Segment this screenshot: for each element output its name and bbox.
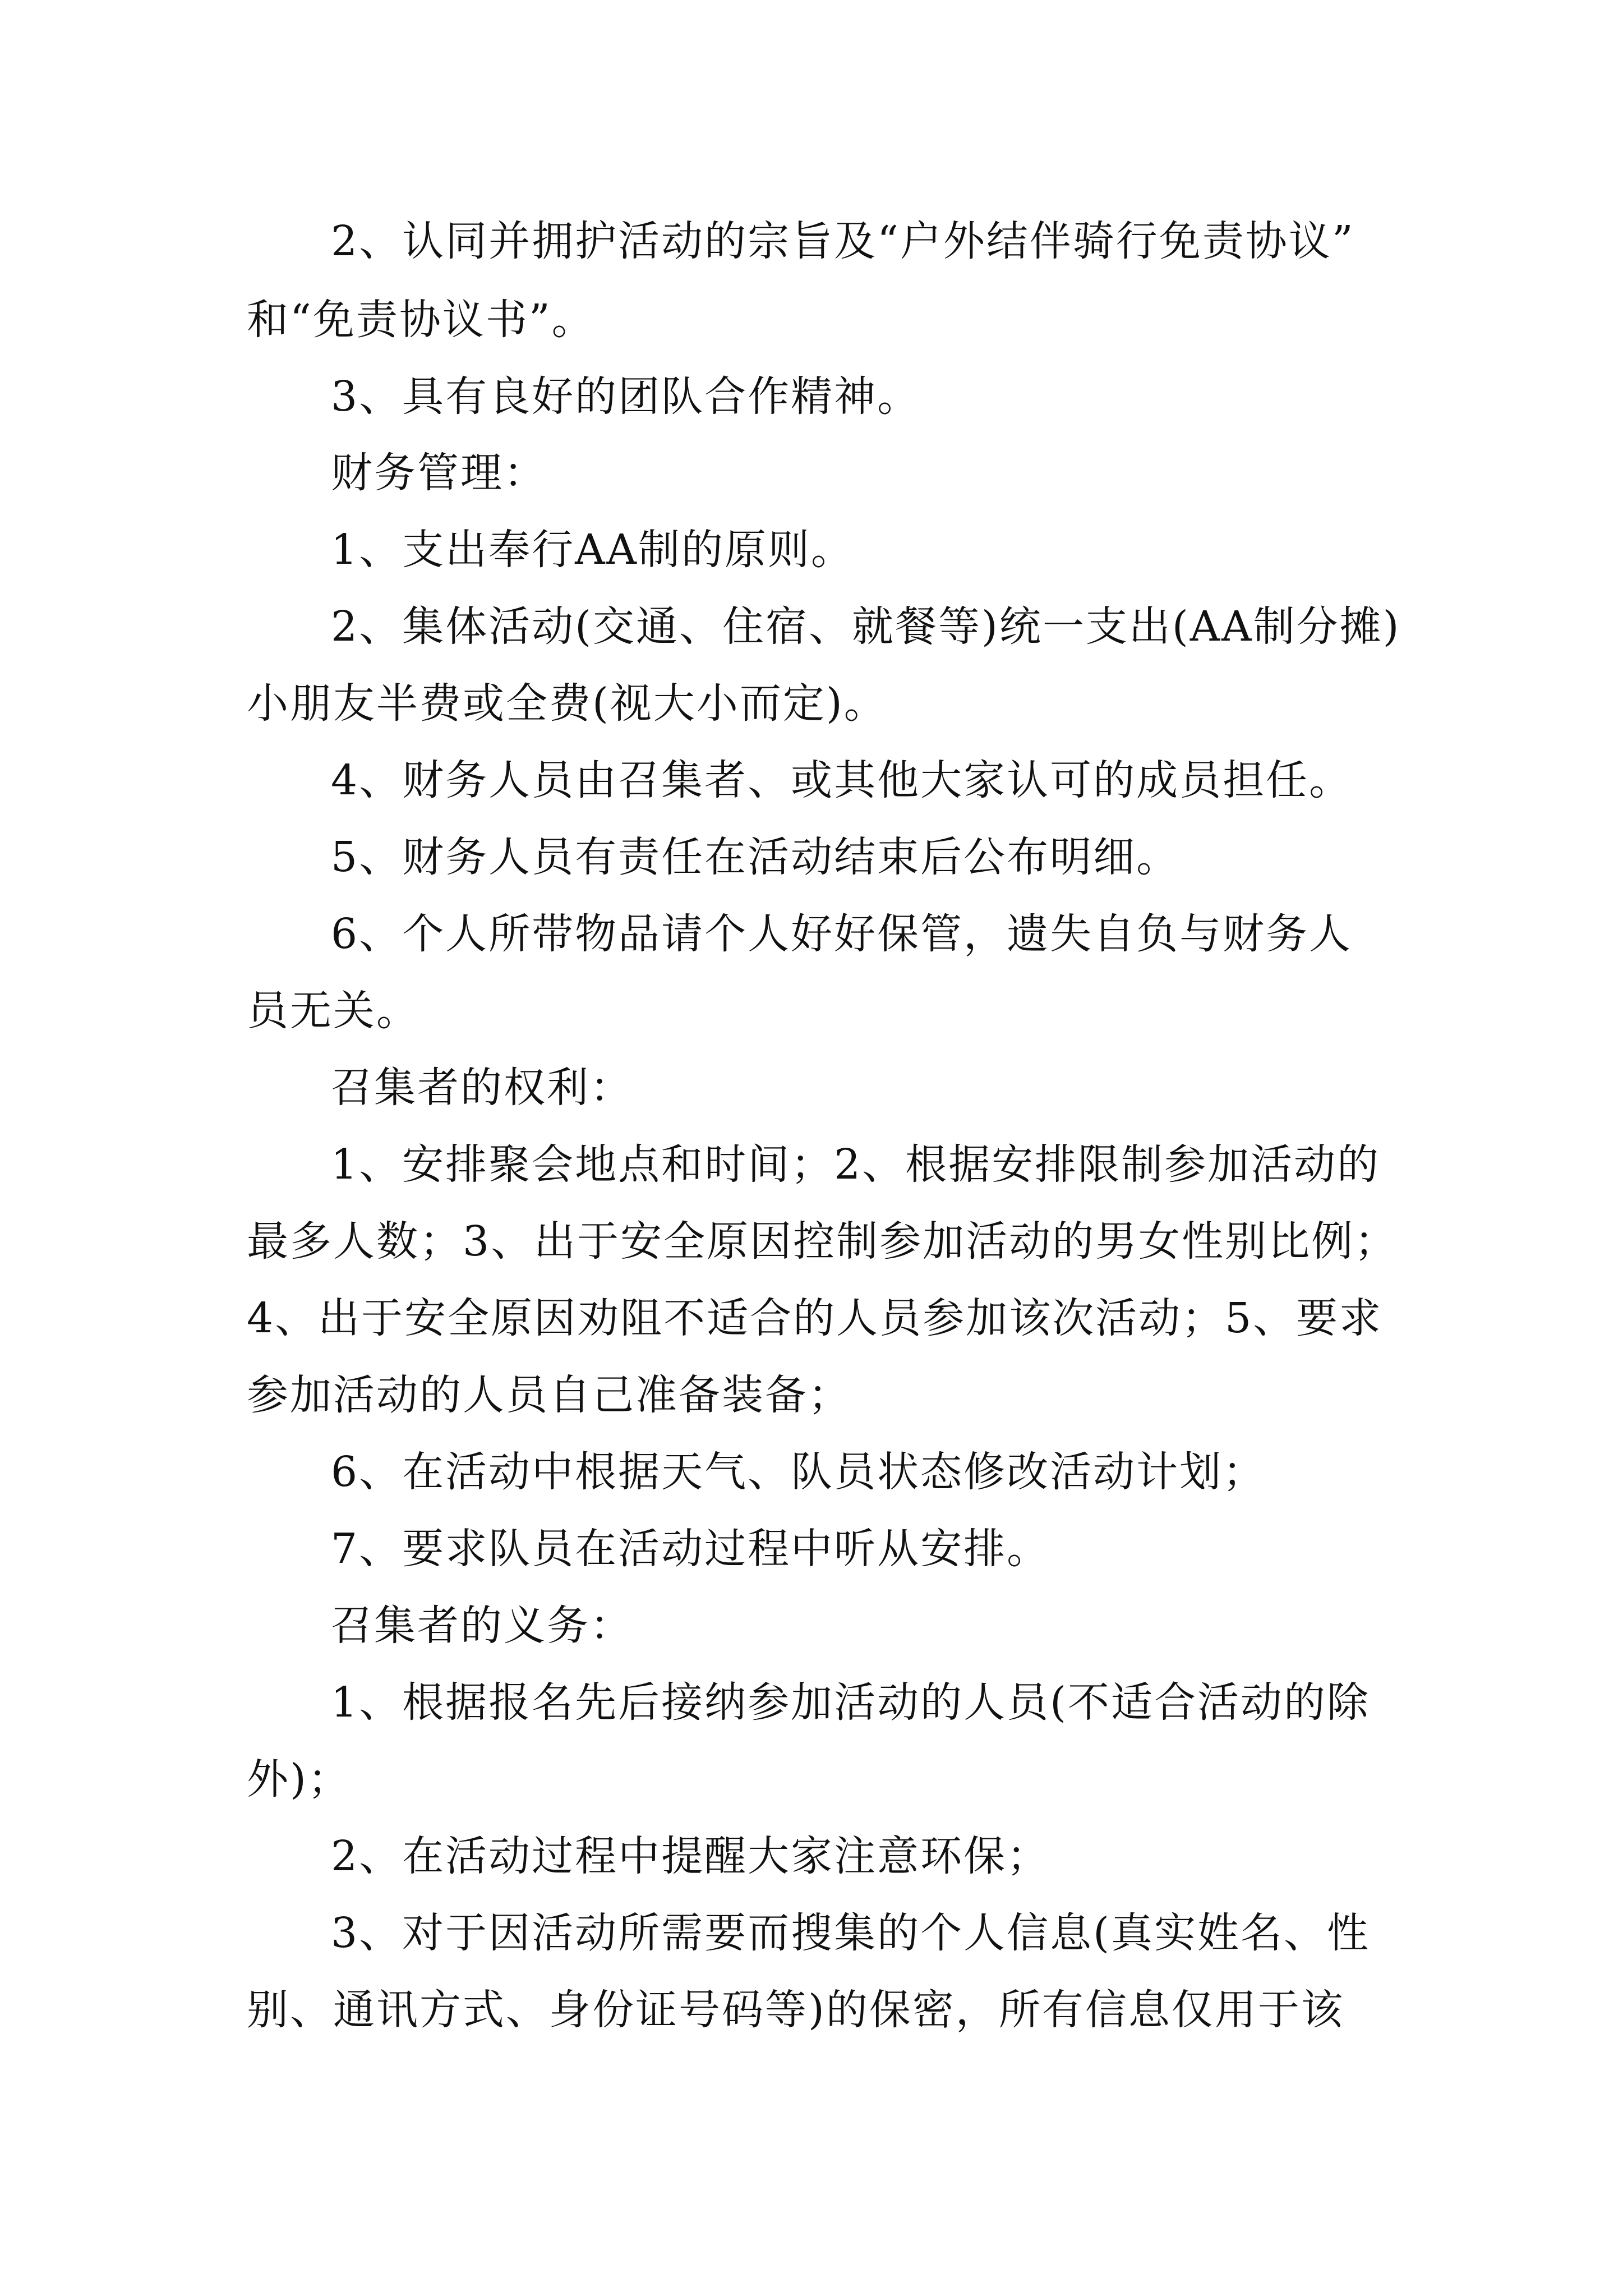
paragraph-line: 1、安排聚会地点和时间；2、根据安排限制参加活动的 xyxy=(331,1140,1381,1189)
paragraph-line: 3、对于因活动所需要而搜集的个人信息(真实姓名、性 xyxy=(331,1909,1370,1957)
paragraph-line: 2、集体活动(交通、住宿、就餐等)统一支出(AA制分摊) xyxy=(331,602,1401,651)
paragraph-line: 5、财务人员有责任在活动结束后公布明细。 xyxy=(331,833,1180,881)
paragraph-line: 4、财务人员由召集者、或其他大家认可的成员担任。 xyxy=(331,756,1353,804)
paragraph-line: 2、认同并拥护活动的宗旨及“户外结伴骑行免责协议” xyxy=(331,217,1355,265)
paragraph-line: 1、根据报名先后接纳参加活动的人员(不适合活动的除 xyxy=(331,1678,1370,1727)
paragraph-line: 6、在活动中根据天气、队员状态修改活动计划； xyxy=(331,1448,1266,1496)
paragraph-line: 3、具有良好的团队合作精神。 xyxy=(331,372,921,421)
paragraph-line: 员无关。 xyxy=(247,987,419,1035)
section-heading: 召集者的义务： xyxy=(331,1602,633,1650)
paragraph-line: 4、出于安全原因劝阻不适合的人员参加该次活动；5、要求 xyxy=(247,1294,1383,1342)
paragraph-line: 1、支出奉行AA制的原则。 xyxy=(331,526,854,574)
paragraph-line: 小朋友半费或全费(视大小而定)。 xyxy=(247,679,887,728)
section-heading: 召集者的权利： xyxy=(331,1064,633,1112)
paragraph-line: 和“免责协议书”。 xyxy=(247,296,595,344)
paragraph-line: 7、要求队员在活动过程中听从安排。 xyxy=(331,1525,1050,1573)
paragraph-line: 6、个人所带物品请个人好好保管，遗失自负与财务人 xyxy=(331,910,1353,958)
paragraph-line: 最多人数；3、出于安全原因控制参加活动的男女性别比例； xyxy=(247,1217,1398,1266)
paragraph-line: 参加活动的人员自己准备装备； xyxy=(247,1371,851,1419)
paragraph-line: 别、通讯方式、身份证号码等)的保密，所有信息仅用于该 xyxy=(247,1986,1344,2034)
section-heading: 财务管理： xyxy=(331,449,547,497)
paragraph-line: 2、在活动过程中提醒大家注意环保； xyxy=(331,1832,1050,1880)
paragraph-line: 外)； xyxy=(247,1755,351,1803)
